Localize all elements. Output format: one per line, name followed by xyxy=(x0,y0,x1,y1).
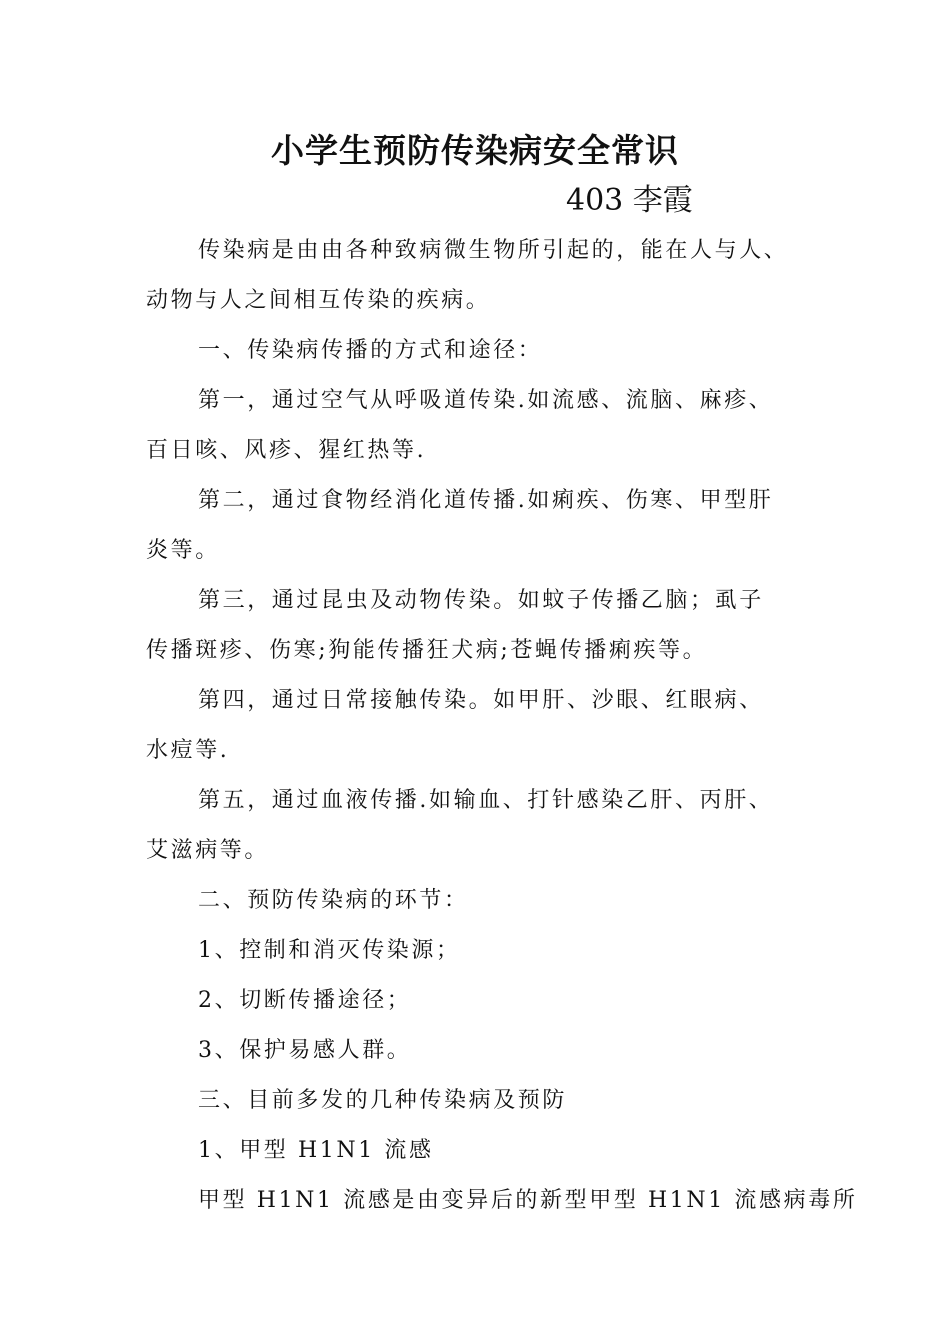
body-line: 三、目前多发的几种传染病及预防 xyxy=(198,1088,568,1113)
body-line: 3、保护易感人群。 xyxy=(198,1038,412,1063)
body-line: 第二，通过食物经消化道传播.如痢疾、伤寒、甲型肝 xyxy=(198,488,774,513)
body-line: 水痘等. xyxy=(146,738,230,763)
body-line: 动物与人之间相互传染的疾病。 xyxy=(146,288,491,313)
body-line: 第四，通过日常接触传染。如甲肝、沙眼、红眼病、 xyxy=(198,688,764,713)
document-author: 403 李霞 xyxy=(566,183,693,218)
body-line: 甲型 H1N1 流感是由变异后的新型甲型 H1N1 流感病毒所 xyxy=(198,1188,858,1213)
body-line: 二、预防传染病的环节： xyxy=(198,888,469,913)
document-title: 小学生预防传染病安全常识 xyxy=(271,131,679,170)
body-line: 第一，通过空气从呼吸道传染.如流感、流脑、麻疹、 xyxy=(198,388,774,413)
body-line: 1、甲型 H1N1 流感 xyxy=(198,1138,434,1163)
body-line: 炎等。 xyxy=(146,538,220,563)
body-line: 传染病是由由各种致病微生物所引起的，能在人与人、 xyxy=(198,238,789,263)
body-line: 2、切断传播途径； xyxy=(198,988,412,1013)
body-line: 第三，通过昆虫及动物传染。如蚊子传播乙脑；虱子 xyxy=(198,588,764,613)
body-line: 1、控制和消灭传染源； xyxy=(198,938,461,963)
document-body xyxy=(146,226,858,1226)
body-line: 艾滋病等。 xyxy=(146,838,270,863)
body-line: 一、传染病传播的方式和途径： xyxy=(198,338,543,363)
body-line: 第五，通过血液传播.如输血、打针感染乙肝、丙肝、 xyxy=(198,788,774,813)
body-line: 百日咳、风疹、猩红热等. xyxy=(146,438,427,463)
body-line: 传播斑疹、伤寒;狗能传播狂犬病;苍蝇传播痢疾等。 xyxy=(146,638,708,663)
